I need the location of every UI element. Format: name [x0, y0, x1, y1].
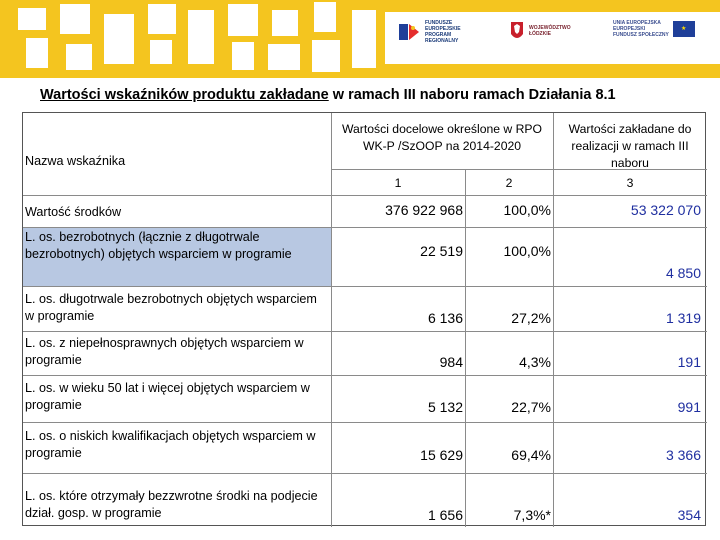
header-col-1: Wartości docelowe określone w RPO WK-P /SzOOP na 2014-2020	[341, 122, 543, 153]
row-value-3: 991	[677, 399, 701, 415]
decor-square	[26, 38, 48, 68]
row-name: Wartość środków	[25, 205, 122, 219]
row-name: L. os. o niskich kwalifikacjach objętych wsparciem w programie	[25, 429, 316, 460]
header-num-3: 3	[626, 176, 634, 190]
eagle-icon	[509, 20, 525, 42]
row-name: L. os. z niepełnosprawnych objętych wsparciem w programie	[25, 336, 304, 367]
row-name: L. os. bezrobotnych (łącznie z długotrwale bezrobotnych) objętych wsparciem w programie	[25, 230, 292, 261]
decor-square	[314, 2, 336, 32]
row-value-2: 100,0%	[503, 202, 551, 218]
header-col-3: Wartości zakładane do realizacji w ramach III naboru	[568, 122, 692, 170]
row-divider	[23, 375, 707, 376]
fe-logo-icon	[397, 20, 421, 44]
row-value-1: 6 136	[427, 310, 463, 326]
row-divider	[23, 473, 707, 474]
row-value-1: 984	[439, 354, 463, 370]
row-value-3: 53 322 070	[630, 202, 701, 218]
decor-square	[148, 4, 176, 34]
decor-square	[352, 10, 376, 68]
decor-square	[66, 44, 92, 70]
row-value-1: 1 656	[427, 507, 463, 523]
indicators-table	[22, 112, 706, 526]
row-value-1: 22 519	[420, 243, 463, 259]
logo-bar	[385, 12, 720, 64]
row-value-1: 5 132	[427, 399, 463, 415]
row-value-2: 22,7%	[511, 399, 551, 415]
fe-logo-text: FUNDUSZE EUROPEJSKIE PROGRAM REGIONALNY	[425, 20, 461, 44]
decor-square	[232, 42, 254, 70]
decor-square	[268, 44, 300, 70]
ue-logo-text: UNIA EUROPEJSKA EUROPEJSKI FUNDUSZ SPOŁECZNY	[613, 20, 669, 38]
row-divider	[23, 195, 707, 196]
row-divider	[23, 227, 707, 228]
row-divider	[23, 286, 707, 287]
row-value-3: 354	[677, 507, 701, 523]
row-value-2: 100,0%	[503, 243, 551, 259]
title-rest: w ramach III naboru ramach Działania 8.1	[328, 87, 616, 103]
decor-square	[312, 40, 340, 72]
row-value-3: 3 366	[665, 447, 701, 463]
row-name: L. os. w wieku 50 lat i więcej objętych wsparciem w programie	[25, 381, 310, 412]
decor-square	[228, 4, 258, 36]
row-value-2: 69,4%	[511, 447, 551, 463]
eu-flag-icon: ★	[673, 21, 695, 37]
decor-square	[60, 4, 90, 34]
header-banner	[0, 0, 720, 78]
decor-square	[18, 8, 46, 30]
row-value-1: 15 629	[420, 447, 463, 463]
decor-square	[104, 14, 134, 64]
row-divider	[23, 331, 707, 332]
ue-logo	[613, 20, 695, 38]
row-value-3: 4 850	[665, 265, 701, 281]
row-divider	[23, 422, 707, 423]
row-value-3: 1 319	[665, 310, 701, 326]
decor-square	[188, 10, 214, 64]
decor-square	[272, 10, 298, 36]
fe-logo	[397, 20, 479, 44]
row-value-3: 191	[677, 354, 701, 370]
wojewodztwo-logo	[509, 20, 575, 42]
row-value-2: 7,3%*	[513, 507, 551, 523]
header-num-2: 2	[505, 176, 513, 190]
row-value-1: 376 922 968	[385, 202, 463, 218]
row-value-2: 27,2%	[511, 310, 551, 326]
title-underlined: Wartości wskaźników produktu zakładane	[40, 87, 329, 103]
wojewodztwo-logo-text: WOJEWÓDZTWO ŁÓDZKIE	[529, 25, 571, 37]
header-num-1: 1	[394, 176, 402, 190]
row-value-2: 4,3%	[519, 354, 551, 370]
row-name: L. os. długotrwale bezrobotnych objętych wsparciem w programie	[25, 292, 317, 323]
row-name: L. os. które otrzymały bezzwrotne środki na podjecie dział. gosp. w programie	[25, 489, 318, 520]
decor-square	[150, 40, 172, 64]
page-title	[40, 87, 616, 103]
header-name-col: Nazwa wskaźnika	[25, 154, 126, 168]
